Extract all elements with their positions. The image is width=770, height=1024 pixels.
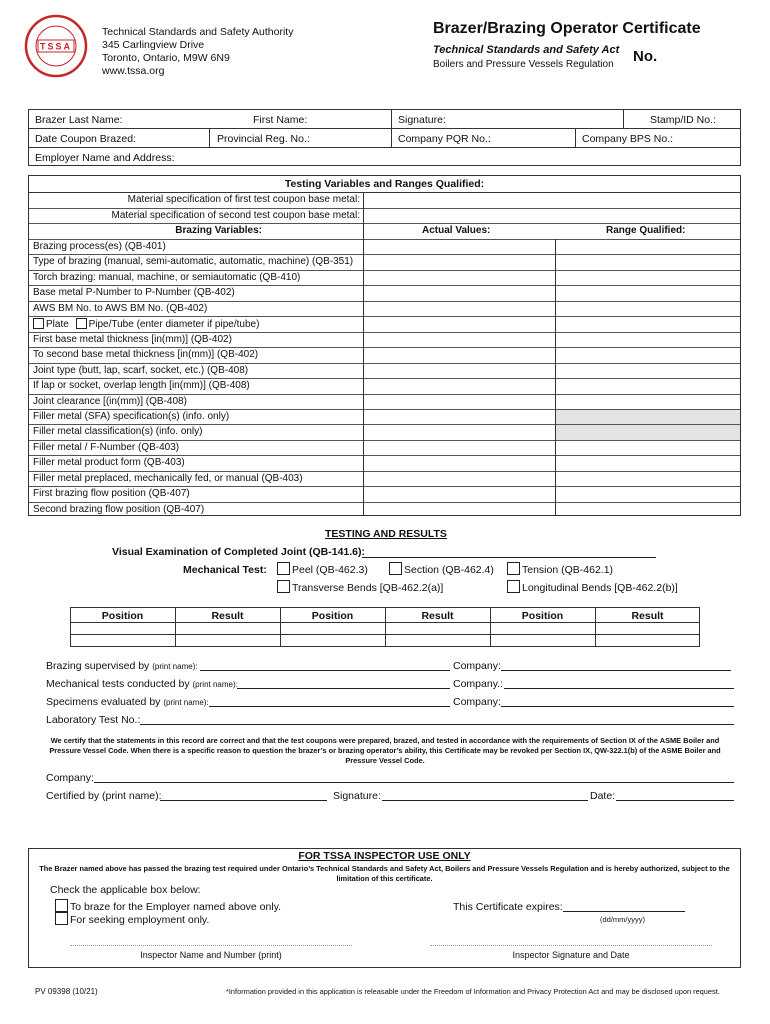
col-brazing-variables: Brazing Variables: xyxy=(175,225,262,236)
variable-label: Joint type (butt, lap, scarf, socket, etc.) (QB-408) xyxy=(33,364,249,376)
certificate-regulation: Boilers and Pressure Vessels Regulation xyxy=(433,59,614,70)
variable-row xyxy=(29,301,740,316)
signature-label: Signature: xyxy=(333,790,381,802)
stamp-id-field[interactable]: Stamp/ID No.: xyxy=(650,114,716,126)
visual-exam-input[interactable] xyxy=(362,546,656,558)
material-spec-2: Material specification of second test coupon base metal: xyxy=(111,210,360,221)
tension-label: Tension (QB-462.1) xyxy=(522,564,614,576)
expires-label: This Certificate expires: xyxy=(453,901,563,913)
section-checkbox[interactable] xyxy=(389,562,402,575)
visual-exam-label: Visual Examination of Completed Joint (QB-141.6): xyxy=(112,546,366,558)
variable-label: Filler metal / F-Number (QB-403) xyxy=(33,441,180,453)
employer-field[interactable]: Employer Name and Address: xyxy=(35,152,175,164)
mech-company-label: Company.: xyxy=(453,678,503,690)
mech-conducted-input[interactable] xyxy=(237,678,450,689)
variable-label: First brazing flow position (QB-407) xyxy=(33,488,190,500)
variable-row xyxy=(29,455,740,470)
variable-row xyxy=(29,409,740,424)
col-result-1: Result xyxy=(211,610,244,622)
date-coupon-field[interactable]: Date Coupon Brazed: xyxy=(35,133,136,145)
mechanical-test-label: Mechanical Test: xyxy=(183,564,267,576)
inspector-title: FOR TSSA INSPECTOR USE ONLY xyxy=(298,850,471,862)
date-format-hint: (dd/mm/yyyy) xyxy=(600,915,645,924)
variable-row xyxy=(29,332,740,347)
supervised-input[interactable] xyxy=(200,660,450,671)
inspector-signature-label: Inspector Signature and Date xyxy=(512,950,630,960)
col-position-3: Position xyxy=(521,610,564,622)
certificate-title: Brazer/Brazing Operator Certificate xyxy=(433,20,701,37)
variable-label: If lap or socket, overlap length [in(mm)] (QB-408) xyxy=(33,380,250,392)
variable-label: Brazing process(es) (QB-401) xyxy=(33,241,166,252)
col-result-2: Result xyxy=(421,610,454,622)
seeking-employment-checkbox[interactable] xyxy=(55,912,68,925)
specimens-input[interactable] xyxy=(209,696,450,707)
peel-label: Peel (QB-462.3) xyxy=(292,564,368,576)
results-title: TESTING AND RESULTS xyxy=(325,528,447,540)
variable-label: Filler metal (SFA) specification(s) (info. only) xyxy=(33,410,230,422)
lab-test-input[interactable] xyxy=(140,714,734,725)
variable-row xyxy=(29,502,740,517)
inspector-signature-input[interactable] xyxy=(430,938,712,946)
date-input[interactable] xyxy=(616,790,734,801)
testing-variables-table xyxy=(28,175,741,516)
inspector-name-label: Inspector Name and Number (print) xyxy=(140,950,282,960)
pipe-label: Pipe/Tube (enter diameter if pipe/tube) xyxy=(88,319,260,331)
col-range-qualified: Range Qualified: xyxy=(606,225,686,236)
variable-label: To second base metal thickness [in(mm)] (QB-402) xyxy=(33,349,259,361)
col-actual-values: Actual Values: xyxy=(422,225,491,236)
certification-statement: We certify that the statements in this record are correct and that the test coupons were prepared, brazed, and tested in accordance with the requirements of Section IX of the ASME Boiler and Pressure Vessel Code. When there is a specific reason to question the brazer’s or brazing operator’s ability, this Certificate may be revoked per Section IX, QW-322.1(b) of the ASME Boiler and Pressure Vessel Code. xyxy=(49,736,721,765)
longitudinal-checkbox[interactable] xyxy=(507,580,520,593)
check-below-label: Check the applicable box below: xyxy=(50,884,201,896)
specimens-row: Specimens evaluated by (print name): xyxy=(46,696,209,708)
variable-label: Second brazing flow position (QB-407) xyxy=(33,503,205,515)
pipe-checkbox[interactable] xyxy=(76,318,87,329)
certificate-number-label: No. xyxy=(633,48,658,65)
certified-by-input[interactable] xyxy=(160,790,327,801)
plate-label: Plate xyxy=(46,319,69,331)
testing-variables-title: Testing Variables and Ranges Qualified: xyxy=(284,178,485,190)
brazer-last-name-field[interactable]: Brazer Last Name: xyxy=(35,114,123,126)
variable-row xyxy=(29,316,740,331)
org-city: Toronto, Ontario, M9W 6N9 xyxy=(102,52,230,64)
supervised-company-label: Company: xyxy=(453,660,501,672)
transverse-checkbox[interactable] xyxy=(277,580,290,593)
tssa-logo xyxy=(24,14,88,78)
specimens-company-label: Company: xyxy=(453,696,501,708)
variable-row xyxy=(29,378,740,393)
variable-label: Filler metal product form (QB-403) xyxy=(33,457,185,469)
seeking-employment-label: For seeking employment only. xyxy=(70,914,210,926)
variable-row xyxy=(29,239,740,254)
peel-checkbox[interactable] xyxy=(277,562,290,575)
certificate-act: Technical Standards and Safety Act xyxy=(433,44,620,56)
inspector-statement: The Brazer named above has passed the brazing test required under Ontario’s Technical Standards and Safety Act, Boilers and Pressure Vessels Regulation and is hereby authorized, subject to the limitation of this certificate. xyxy=(39,864,730,883)
variable-row xyxy=(29,270,740,285)
col-result-3: Result xyxy=(631,610,664,622)
form-number: PV 09398 (10/21) xyxy=(35,987,98,996)
variable-label: Filler metal preplaced, mechanically fed, or manual (QB-403) xyxy=(33,472,303,484)
section-label: Section (QB-462.4) xyxy=(404,564,494,576)
variable-row xyxy=(29,394,740,409)
variable-label: Filler metal classification(s) (info. only) xyxy=(33,426,203,438)
variable-row xyxy=(29,486,740,501)
variable-label: Type of brazing (manual, semi-automatic, automatic, machine) (QB-351) xyxy=(33,256,354,268)
org-website: www.tssa.org xyxy=(102,65,165,77)
col-position-2: Position xyxy=(311,610,354,622)
variable-row xyxy=(29,440,740,455)
company-input[interactable] xyxy=(94,772,734,783)
variable-row xyxy=(29,363,740,378)
lab-test-label: Laboratory Test No.: xyxy=(46,714,141,726)
org-address xyxy=(102,26,293,78)
longitudinal-label: Longitudinal Bends [QB-462.2(b)] xyxy=(522,582,678,594)
mech-conducted-row: Mechanical tests conducted by (print name): xyxy=(46,678,238,690)
provincial-reg-field[interactable]: Provincial Reg. No.: xyxy=(217,133,310,145)
supervised-row: Brazing supervised by (print name): xyxy=(46,660,198,672)
employer-only-checkbox[interactable] xyxy=(55,899,68,912)
foi-notice: *Information provided in this application is releasable under the Freedom of Information and Privacy Protection Act and may be disclosed upon request. xyxy=(226,987,720,996)
employer-only-label: To braze for the Employer named above only. xyxy=(70,901,282,913)
variable-label: Joint clearance [(in(mm)] (QB-408) xyxy=(33,395,187,407)
inspector-name-input[interactable] xyxy=(70,938,352,946)
variable-row xyxy=(29,285,740,300)
transverse-label: Transverse Bends [QB-462.2(a)] xyxy=(292,582,444,594)
signature-field[interactable]: Signature: xyxy=(398,114,446,126)
tension-checkbox[interactable] xyxy=(507,562,520,575)
company-pqr-field[interactable]: Company PQR No.: xyxy=(398,133,491,145)
col-position-1: Position xyxy=(101,610,144,622)
variable-label: Base metal P-Number to P-Number (QB-402) xyxy=(33,287,235,299)
org-street: 345 Carlingview Drive xyxy=(102,39,205,51)
logo-text: TSSA xyxy=(39,41,73,52)
first-name-field[interactable]: First Name: xyxy=(253,114,308,126)
certified-by-label: Certified by (print name): xyxy=(46,790,162,802)
company-label: Company: xyxy=(46,772,94,784)
expires-input[interactable] xyxy=(563,901,685,912)
variable-label: Torch brazing: manual, machine, or semiautomatic (QB-410) xyxy=(33,271,301,283)
mech-company-input[interactable] xyxy=(504,678,734,689)
date-label: Date: xyxy=(590,790,616,802)
plate-pipe-row xyxy=(33,318,259,330)
supervised-company-input[interactable] xyxy=(501,660,731,671)
material-spec-1: Material specification of first test coupon base metal: xyxy=(127,194,360,205)
variable-label: AWS BM No. to AWS BM No. (QB-402) xyxy=(33,302,208,314)
variable-label: First base metal thickness [in(mm)] (QB-402) xyxy=(33,333,232,345)
variable-row xyxy=(29,347,740,362)
plate-checkbox[interactable] xyxy=(33,318,44,329)
specimens-company-input[interactable] xyxy=(501,696,734,707)
variable-row xyxy=(29,471,740,486)
org-name: Technical Standards and Safety Authority xyxy=(102,26,294,38)
signature-input[interactable] xyxy=(382,790,588,801)
company-bps-field[interactable]: Company BPS No.: xyxy=(582,133,674,145)
variable-row xyxy=(29,424,740,439)
variable-row xyxy=(29,254,740,269)
